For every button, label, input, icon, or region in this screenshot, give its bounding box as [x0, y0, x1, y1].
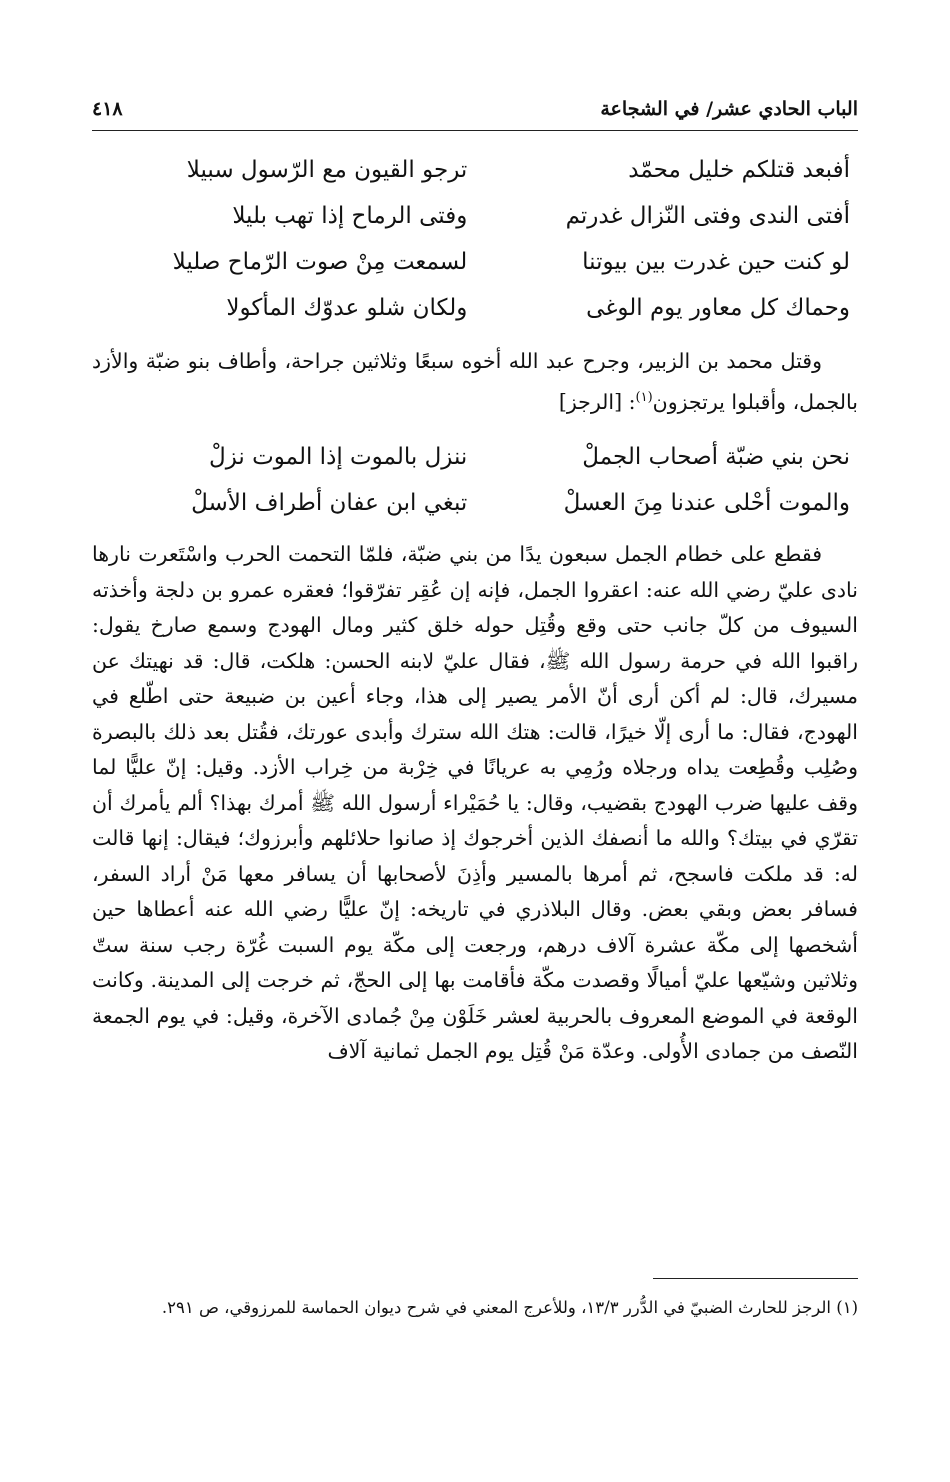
verse-first-hemistich: والموت أحْلى عندنا مِنَ العسلْ: [563, 490, 850, 516]
poem-one: [92, 147, 858, 331]
footnote-rule: [653, 1278, 858, 1279]
footnote-reference: (١): [635, 389, 653, 405]
verse: [92, 285, 858, 331]
page-number: ٤١٨: [92, 98, 123, 120]
verse: [92, 193, 858, 239]
paragraph-two: [92, 537, 858, 1070]
paragraph-one: [92, 344, 858, 420]
verse-second-hemistich: لسمعت مِنْ صوت الرّماح صليلا: [172, 249, 468, 275]
verse-second-hemistich: ننزل بالموت إذا الموت نزلْ: [209, 444, 468, 470]
poem-two: [92, 434, 858, 526]
verse-first-hemistich: لو كنت حين غدرت بين بيوتنا: [582, 249, 850, 275]
verse-first-hemistich: أفتى الندى وفتى النّزال غدرتم: [565, 203, 850, 229]
verse-second-hemistich: وفتى الرماح إذا تهب بليلا: [232, 203, 468, 229]
footnote: (١) الرجز للحارث الضبيّ في الدُّرر ١٣/٣، وللأعرج المعني في شرح ديوان الحماسة للمرزوقي، ص ٢٩١.: [161, 1298, 858, 1317]
paragraph-one-text: [92, 344, 858, 420]
paragraph-one-body: وقتل محمد بن الزبير، وجرح عبد الله أخوه سبعًا وثلاثين جراحة، وأطاف بنو ضبّة والأزد بالجمل، وأقبلوا يرتجزون: [92, 349, 858, 414]
paragraph-two-text: فقطع على خطام الجمل سبعون يدًا من بني ضبّة، فلمّا التحمت الحرب واسْتَعرت نارها نادى عليّ رضي الله عنه: اعقروا الجمل، فإنه إن عُقِر تفرّقوا؛ فعقره عمرو بن دلجة وأخذته السيوف من كلّ جانب حتى وقع وقُتِل حوله خلق كثير ومال الهودج وسمع صارخ يقول: راقبوا الله في حرمة رسول الله ﷺ، فقال عليّ لابنه الحسن: هلكت، قال: قد نهيتك عن مسيرك، قال: لم أكن أرى أنّ الأمر يصير إلى هذا، وجاء أعين بن ضبيعة حتى اطّلع في الهودج، فقال: ما أرى إلّا خيرًا، قالت: هتك الله سترك وأبدى عورتك، فقُتل بعد ذلك بالبصرة وصُلِب وقُطِعت يداه ورجلاه ورُمِي به عريانًا في خِرْبة من خِراب الأزد. وقيل: إنّ عليًّا لما وقف عليها ضرب الهودج بقضيب، وقال: يا حُمَيْراء أرسول الله ﷺ أمرك بهذا؟ ألم يأمرك أن تقرّي في بيتك؟ والله ما أنصفك الذين أخرجوك إذ صانوا حلائلهم وأبرزوك؛ فيقال: إنها قالت له: قد ملكت فاسجح، ثم أمرها بالمسير وأذِنَ لأصحابها أن يسافر معها مَنْ أراد السفر، فسافر بعض وبقي بعض. وقال البلاذري في تاريخه: إنّ عليًّا رضي الله عنه أعطاها حين أشخصها إلى مكّة عشرة آلاف درهم، ورجعت إلى مكّة يوم السبت غُرّة رجب سنة ستّ وثلاثين وشيّعها عليّ أميالًا وقصدت مكّة فأقامت بها إلى الحجّ، ثم خرجت إلى المدينة. وكانت الوقعة في الموضع المعروف بالحربية لعشر خَلَوْن مِنْ جُمادى الآخرة، وقيل: في يوم الجمعة النّصف من جمادى الأُولى. وعدّة مَنْ قُتِل يوم الجمل ثمانية آلاف: [92, 542, 858, 1063]
chapter-title: الباب الحادي عشر/ في الشجاعة: [600, 98, 858, 120]
verse-second-hemistich: ولكان شلو عدوّك المأكولا: [226, 295, 468, 321]
verse: [92, 434, 858, 480]
verse-first-hemistich: وحماك كل معاور يوم الوغى: [586, 295, 850, 321]
meter-label: : [الرجز]: [558, 389, 636, 414]
verse-second-hemistich: ترجو القيون مع الرّسول سبيلا: [186, 157, 468, 183]
verse: [92, 239, 858, 285]
running-header: [92, 92, 858, 126]
header-rule: [92, 130, 858, 131]
verse-first-hemistich: نحن بني ضبّة أصحاب الجملْ: [582, 444, 850, 470]
verse-first-hemistich: أفبعد قتلكم خليل محمّد: [628, 157, 850, 183]
verse: [92, 480, 858, 526]
verse: [92, 147, 858, 193]
verse-second-hemistich: تبغي ابن عفان أطراف الأسلْ: [191, 490, 468, 516]
